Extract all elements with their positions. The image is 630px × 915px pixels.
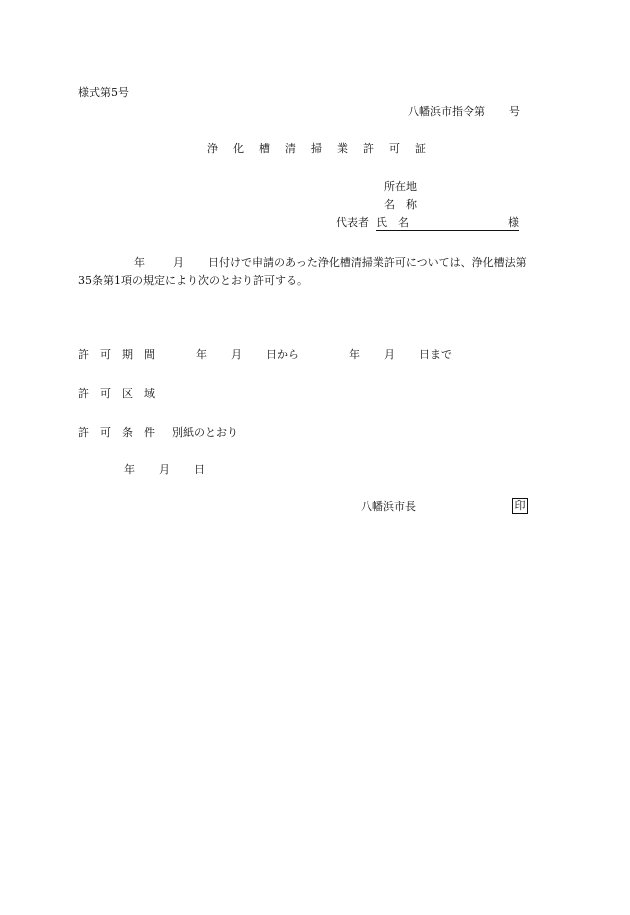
document-title xyxy=(207,142,441,156)
label-char: 可 xyxy=(100,387,111,400)
label-char: 域 xyxy=(144,387,155,400)
issue-month: 月 xyxy=(159,463,170,476)
title-char: 可 xyxy=(389,142,400,155)
person-name-label-char: 名 xyxy=(398,216,409,229)
period-from-day: 日から xyxy=(266,348,299,361)
permit-period-label xyxy=(78,348,166,362)
seal-mark: 印 xyxy=(512,498,528,514)
permit-period-values xyxy=(196,348,452,362)
period-to-year: 年 xyxy=(349,348,360,361)
label-char: 許 xyxy=(78,387,89,400)
issue-year: 年 xyxy=(124,463,135,476)
title-char: 浄 xyxy=(207,142,218,155)
label-char: 条 xyxy=(122,426,133,439)
label-char: 可 xyxy=(100,426,111,439)
name-label-char: 名 xyxy=(384,198,395,211)
permit-number xyxy=(408,105,520,119)
permit-number-suffix: 号 xyxy=(509,105,520,118)
body-paragraph xyxy=(78,254,558,290)
title-char: 槽 xyxy=(259,142,270,155)
period-from-year: 年 xyxy=(196,348,207,361)
business-name-label xyxy=(384,198,428,212)
issue-date xyxy=(124,463,205,477)
title-char: 掃 xyxy=(311,142,322,155)
title-char: 清 xyxy=(285,142,296,155)
address-label: 所在地 xyxy=(384,180,417,193)
label-char: 区 xyxy=(122,387,133,400)
label-char: 期 xyxy=(122,348,133,361)
period-to-month: 月 xyxy=(384,348,395,361)
permit-number-prefix: 八幡浜市指令第 xyxy=(408,105,485,118)
label-char: 件 xyxy=(144,426,155,439)
title-char: 証 xyxy=(415,142,426,155)
title-char: 化 xyxy=(233,142,244,155)
representative-label: 代表者 xyxy=(336,216,369,229)
honorific: 様 xyxy=(508,216,519,229)
body-year: 年 xyxy=(134,256,145,269)
permit-area-label xyxy=(78,387,166,401)
body-line1: 日付けで申請のあった浄化槽清掃業許可については、浄化槽法第 xyxy=(208,256,527,269)
representative-name-field xyxy=(376,216,519,231)
body-month: 月 xyxy=(173,256,184,269)
title-char: 許 xyxy=(363,142,374,155)
issuer-title: 八幡浜市長 xyxy=(361,500,416,513)
label-char: 許 xyxy=(78,426,89,439)
label-char: 可 xyxy=(100,348,111,361)
permit-conditions-value: 別紙のとおり xyxy=(172,426,238,439)
issue-day: 日 xyxy=(194,463,205,476)
body-line2: 35条第1項の規定により次のとおり許可する。 xyxy=(78,274,308,287)
label-char: 間 xyxy=(144,348,155,361)
label-char: 許 xyxy=(78,348,89,361)
period-from-month: 月 xyxy=(231,348,242,361)
representative-row xyxy=(336,216,519,231)
title-char: 業 xyxy=(337,142,348,155)
person-name-label-char: 氏 xyxy=(376,216,387,229)
form-number: 様式第5号 xyxy=(78,86,129,99)
period-to-day: 日まで xyxy=(419,348,452,361)
name-label-char: 称 xyxy=(406,198,417,211)
permit-conditions-label xyxy=(78,426,166,440)
